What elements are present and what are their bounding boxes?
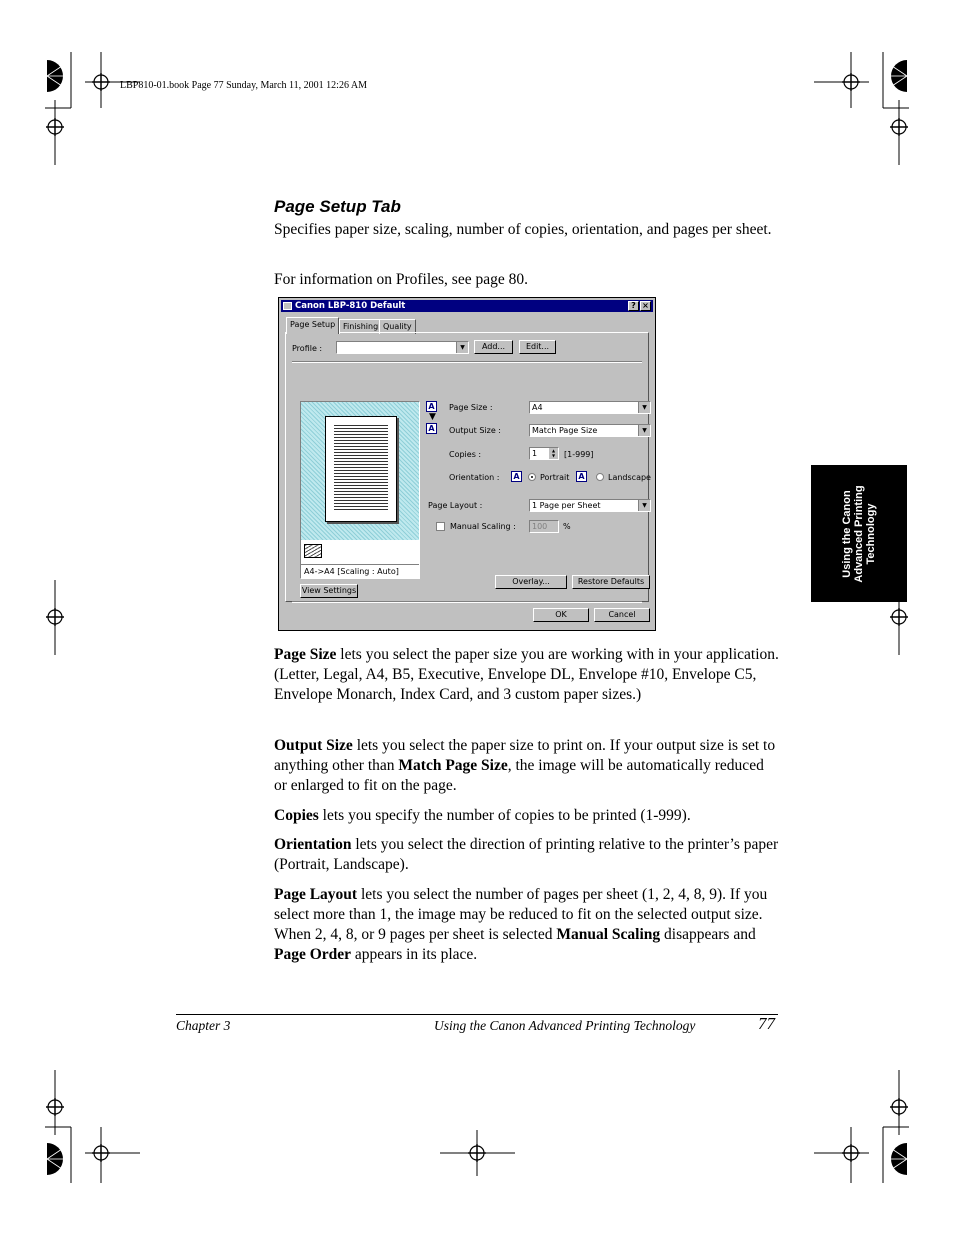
help-button[interactable]: ? bbox=[628, 301, 639, 311]
scaling-unit: % bbox=[563, 522, 571, 531]
portrait-label: Portrait bbox=[540, 473, 570, 482]
output-size-description: Output Size lets you select the paper size to print on. If your output size is set to anything other than Match Page Size, the image will be automatically reduced or enlarged to fit on the page. bbox=[274, 737, 776, 794]
separator bbox=[292, 601, 642, 603]
tab-page-setup[interactable]: Page Setup bbox=[286, 317, 339, 334]
tab-finishing[interactable]: Finishing bbox=[339, 319, 382, 334]
edit-profile-button[interactable]: Edit... bbox=[519, 340, 556, 354]
preview-divider bbox=[301, 564, 419, 565]
copies-description: Copies lets you specify the number of copies to be printed (1-999). bbox=[274, 807, 691, 824]
page-layout-description: Page Layout lets you select the number of pages per sheet (1, 2, 4, 8, 9). If you select more than 1, the image may be reduced to fit on the selected output size. When 2, 4, 8, or 9 pages per sheet is selected Manual Scaling disappears and Page Order appears in its place. bbox=[274, 886, 768, 963]
footer-chapter: Chapter 3 bbox=[176, 1018, 231, 1033]
section-title: Page Setup Tab bbox=[274, 197, 401, 216]
portrait-radio[interactable] bbox=[528, 473, 536, 481]
page-size-icon: A bbox=[426, 401, 437, 412]
profile-select[interactable] bbox=[336, 341, 469, 354]
side-tab-line-2: Advanced Printing bbox=[853, 484, 865, 583]
chevron-down-icon: ▼ bbox=[638, 425, 650, 436]
view-settings-button[interactable]: View Settings bbox=[300, 584, 358, 598]
scaling-input[interactable]: 100 bbox=[529, 520, 559, 533]
overlay-button[interactable]: Overlay... bbox=[495, 575, 567, 589]
intro-paragraph: Specifies paper size, scaling, number of copies, orientation, and pages per sheet. bbox=[274, 221, 772, 238]
footer-title: Using the Canon Advanced Printing Technology bbox=[434, 1018, 696, 1033]
restore-defaults-button[interactable]: Restore Defaults bbox=[572, 575, 650, 589]
dialog-title: Canon LBP-810 Default bbox=[295, 301, 406, 311]
orientation-label: Orientation : bbox=[449, 473, 500, 482]
footer-rule bbox=[176, 1014, 778, 1015]
landscape-icon: A bbox=[576, 471, 587, 482]
output-size-icon: A bbox=[426, 423, 437, 434]
page-size-description: Page Size lets you select the paper size you are working with in your application. (Letter, Legal, A4, B5, Executive, Envelope DL, Envelope #10, Envelope C5, Envelope Monarch, Index Card, and 3 custom paper sizes.) bbox=[274, 646, 779, 703]
copies-range: [1-999] bbox=[564, 450, 594, 459]
side-tab-line-3: Technology bbox=[865, 503, 877, 564]
page-layout-label: Page Layout : bbox=[428, 501, 483, 510]
chapter-side-tab bbox=[811, 465, 907, 602]
landscape-radio[interactable] bbox=[596, 473, 604, 481]
page-size-label: Page Size : bbox=[449, 403, 493, 412]
add-profile-button[interactable]: Add... bbox=[474, 340, 513, 354]
chevron-down-icon: ▼ bbox=[638, 500, 650, 511]
paper-stack-icon bbox=[304, 544, 322, 558]
copies-label: Copies : bbox=[449, 450, 482, 459]
preview-background bbox=[301, 402, 419, 540]
copies-spinner[interactable]: ▲ ▼ bbox=[549, 448, 558, 459]
manual-scaling-checkbox[interactable] bbox=[436, 522, 445, 531]
dialog-titlebar bbox=[281, 300, 653, 312]
side-tab-line-1: Using the Canon bbox=[841, 489, 853, 578]
printer-icon bbox=[283, 302, 292, 310]
chevron-down-icon: ▼ bbox=[456, 342, 468, 353]
close-button[interactable]: × bbox=[640, 301, 651, 311]
down-arrow-icon: ▼ bbox=[429, 412, 436, 422]
landscape-label: Landscape bbox=[608, 473, 651, 482]
profile-label: Profile : bbox=[292, 344, 323, 353]
preview-page bbox=[325, 416, 397, 522]
page-size-select[interactable]: A4 ▼ bbox=[529, 401, 651, 414]
output-size-select[interactable]: Match Page Size ▼ bbox=[529, 424, 651, 437]
chevron-down-icon: ▼ bbox=[638, 402, 650, 413]
page-preview bbox=[300, 401, 420, 579]
file-header: LBP810-01.book Page 77 Sunday, March 11, 2001 12:26 AM bbox=[120, 80, 368, 91]
preview-caption: A4->A4 [Scaling : Auto] bbox=[304, 567, 399, 576]
manual-scaling-label: Manual Scaling : bbox=[450, 522, 516, 531]
page-layout-select[interactable]: 1 Page per Sheet ▼ bbox=[529, 499, 651, 512]
orientation-description: Orientation lets you select the direction of printing relative to the printer’s paper (Portrait, Landscape). bbox=[274, 836, 779, 873]
output-size-label: Output Size : bbox=[449, 426, 501, 435]
cancel-button[interactable]: Cancel bbox=[594, 608, 650, 622]
page-number: 77 bbox=[758, 1014, 775, 1033]
portrait-icon: A bbox=[511, 471, 522, 482]
copies-input[interactable]: 1 ▲ ▼ bbox=[529, 447, 559, 460]
separator bbox=[292, 361, 642, 363]
page-setup-panel bbox=[285, 332, 649, 602]
tab-quality[interactable]: Quality bbox=[379, 319, 416, 334]
profiles-reference: For information on Profiles, see page 80. bbox=[274, 271, 528, 288]
printer-properties-dialog bbox=[278, 297, 656, 631]
ok-button[interactable]: OK bbox=[533, 608, 589, 622]
